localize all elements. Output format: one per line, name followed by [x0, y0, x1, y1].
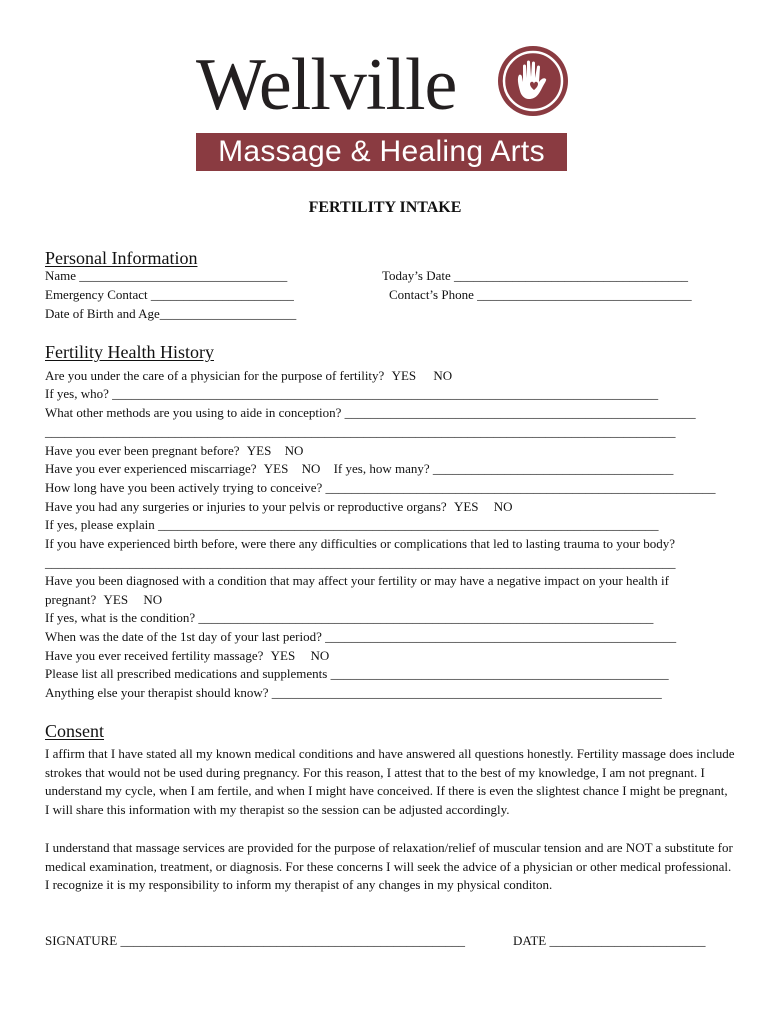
section-heading-personal: Personal Information	[45, 248, 198, 268]
no-option[interactable]: NO	[310, 648, 330, 663]
signature-field[interactable]: SIGNATURE _____________________________________________________	[45, 933, 465, 948]
no-option[interactable]: NO	[284, 443, 304, 458]
consent-paragraph-2: I understand that massage services are provided for the purpose of relaxation/relief of muscular tension and are NOT a substitute for medical examination, treatment, or diagnosis. For these concerns I will seek the advice of a physician or other medical professional. I recognize it is my responsibility to inform my therapist of any changes in my physical conditon.	[45, 840, 733, 893]
question-text: Have you ever been pregnant before?	[45, 443, 240, 458]
hand-heart-icon	[496, 44, 570, 118]
question-surgeries	[45, 499, 513, 515]
question-text: Have you ever received fertility massage?	[45, 648, 264, 663]
logo-wordmark: Wellville	[196, 44, 457, 126]
physician-who-field[interactable]: If yes, who? ____________________________________________________________________________________	[45, 386, 659, 401]
question-diagnosed-condition-cont	[45, 592, 162, 608]
no-option[interactable]: NO	[143, 592, 163, 607]
surgeries-explain-field[interactable]: If yes, please explain _____________________________________________________________________________	[45, 517, 659, 532]
yes-option[interactable]: YES	[246, 443, 272, 458]
dob-age-field[interactable]: Date of Birth and Age_____________________	[45, 306, 297, 321]
question-physician	[45, 368, 452, 384]
yes-option[interactable]: YES	[270, 648, 296, 663]
miscarriage-count-field[interactable]: If yes, how many? _____________________________________	[333, 461, 674, 476]
other-methods-continued-field[interactable]: _________________________________________________________________________________________________	[45, 424, 676, 439]
date-field[interactable]: DATE ________________________	[513, 933, 706, 948]
page-title: FERTILITY INTAKE	[308, 199, 462, 216]
todays-date-field[interactable]: Today’s Date ____________________________________	[382, 268, 689, 283]
question-fertility-massage	[45, 648, 329, 664]
yes-option[interactable]: YES	[263, 461, 289, 476]
question-text: Have you had any surgeries or injuries to your pelvis or reproductive organs?	[45, 499, 447, 514]
emergency-contact-field[interactable]: Emergency Contact ______________________	[45, 287, 294, 302]
question-text: pregnant?	[45, 592, 97, 607]
question-text: Are you under the care of a physician for the purpose of fertility?	[45, 368, 385, 383]
anything-else-field[interactable]: Anything else your therapist should know? ____________________________________________________________	[45, 685, 662, 700]
condition-field[interactable]: If yes, what is the condition? ______________________________________________________________________	[45, 610, 654, 625]
medications-field[interactable]: Please list all prescribed medications and supplements ____________________________________________________	[45, 666, 669, 681]
no-option[interactable]: NO	[493, 499, 513, 514]
question-miscarriage	[45, 461, 673, 477]
question-birth-trauma: If you have experienced birth before, were there any difficulties or complications that led to lasting trauma to your body?	[45, 536, 676, 551]
section-heading-consent: Consent	[45, 721, 105, 741]
yes-option[interactable]: YES	[391, 368, 417, 383]
no-option[interactable]: NO	[301, 461, 321, 476]
yes-option[interactable]: YES	[453, 499, 479, 514]
trying-duration-field[interactable]: How long have you been actively trying to conceive? ____________________________________________________________	[45, 480, 716, 495]
question-diagnosed-condition: Have you been diagnosed with a condition that may affect your fertility or may have a negative impact on your health if	[45, 573, 669, 588]
contact-phone-field[interactable]: Contact’s Phone _________________________________	[389, 287, 692, 302]
last-period-field[interactable]: When was the date of the 1st day of your last period? ______________________________________________________	[45, 629, 677, 644]
consent-paragraph-1: I affirm that I have stated all my known medical conditions and have answered all questions honestly. Fertility massage does include strokes that would not be used during pregnancy. For this reason, I attest that to the best of my knowledge, I am not pregnant. I understand my cycle, when I am fertile, and when I might have conceived. If there is even the slightest chance I might be pregnant, I will share this information with my therapist so the session can be adjusted accordingly.	[45, 746, 735, 818]
no-option[interactable]: NO	[433, 368, 453, 383]
other-methods-field[interactable]: What other methods are you using to aide in conception? ______________________________________________________	[45, 405, 696, 420]
section-heading-history: Fertility Health History	[45, 342, 214, 362]
name-field[interactable]: Name ________________________________	[45, 268, 288, 283]
yes-option[interactable]: YES	[103, 592, 129, 607]
logo-banner: Massage & Healing Arts	[196, 133, 567, 171]
birth-trauma-field[interactable]: _________________________________________________________________________________________________	[45, 555, 676, 570]
question-text: Have you ever experienced miscarriage?	[45, 461, 257, 476]
question-pregnant-before	[45, 443, 303, 459]
logo	[196, 44, 568, 172]
